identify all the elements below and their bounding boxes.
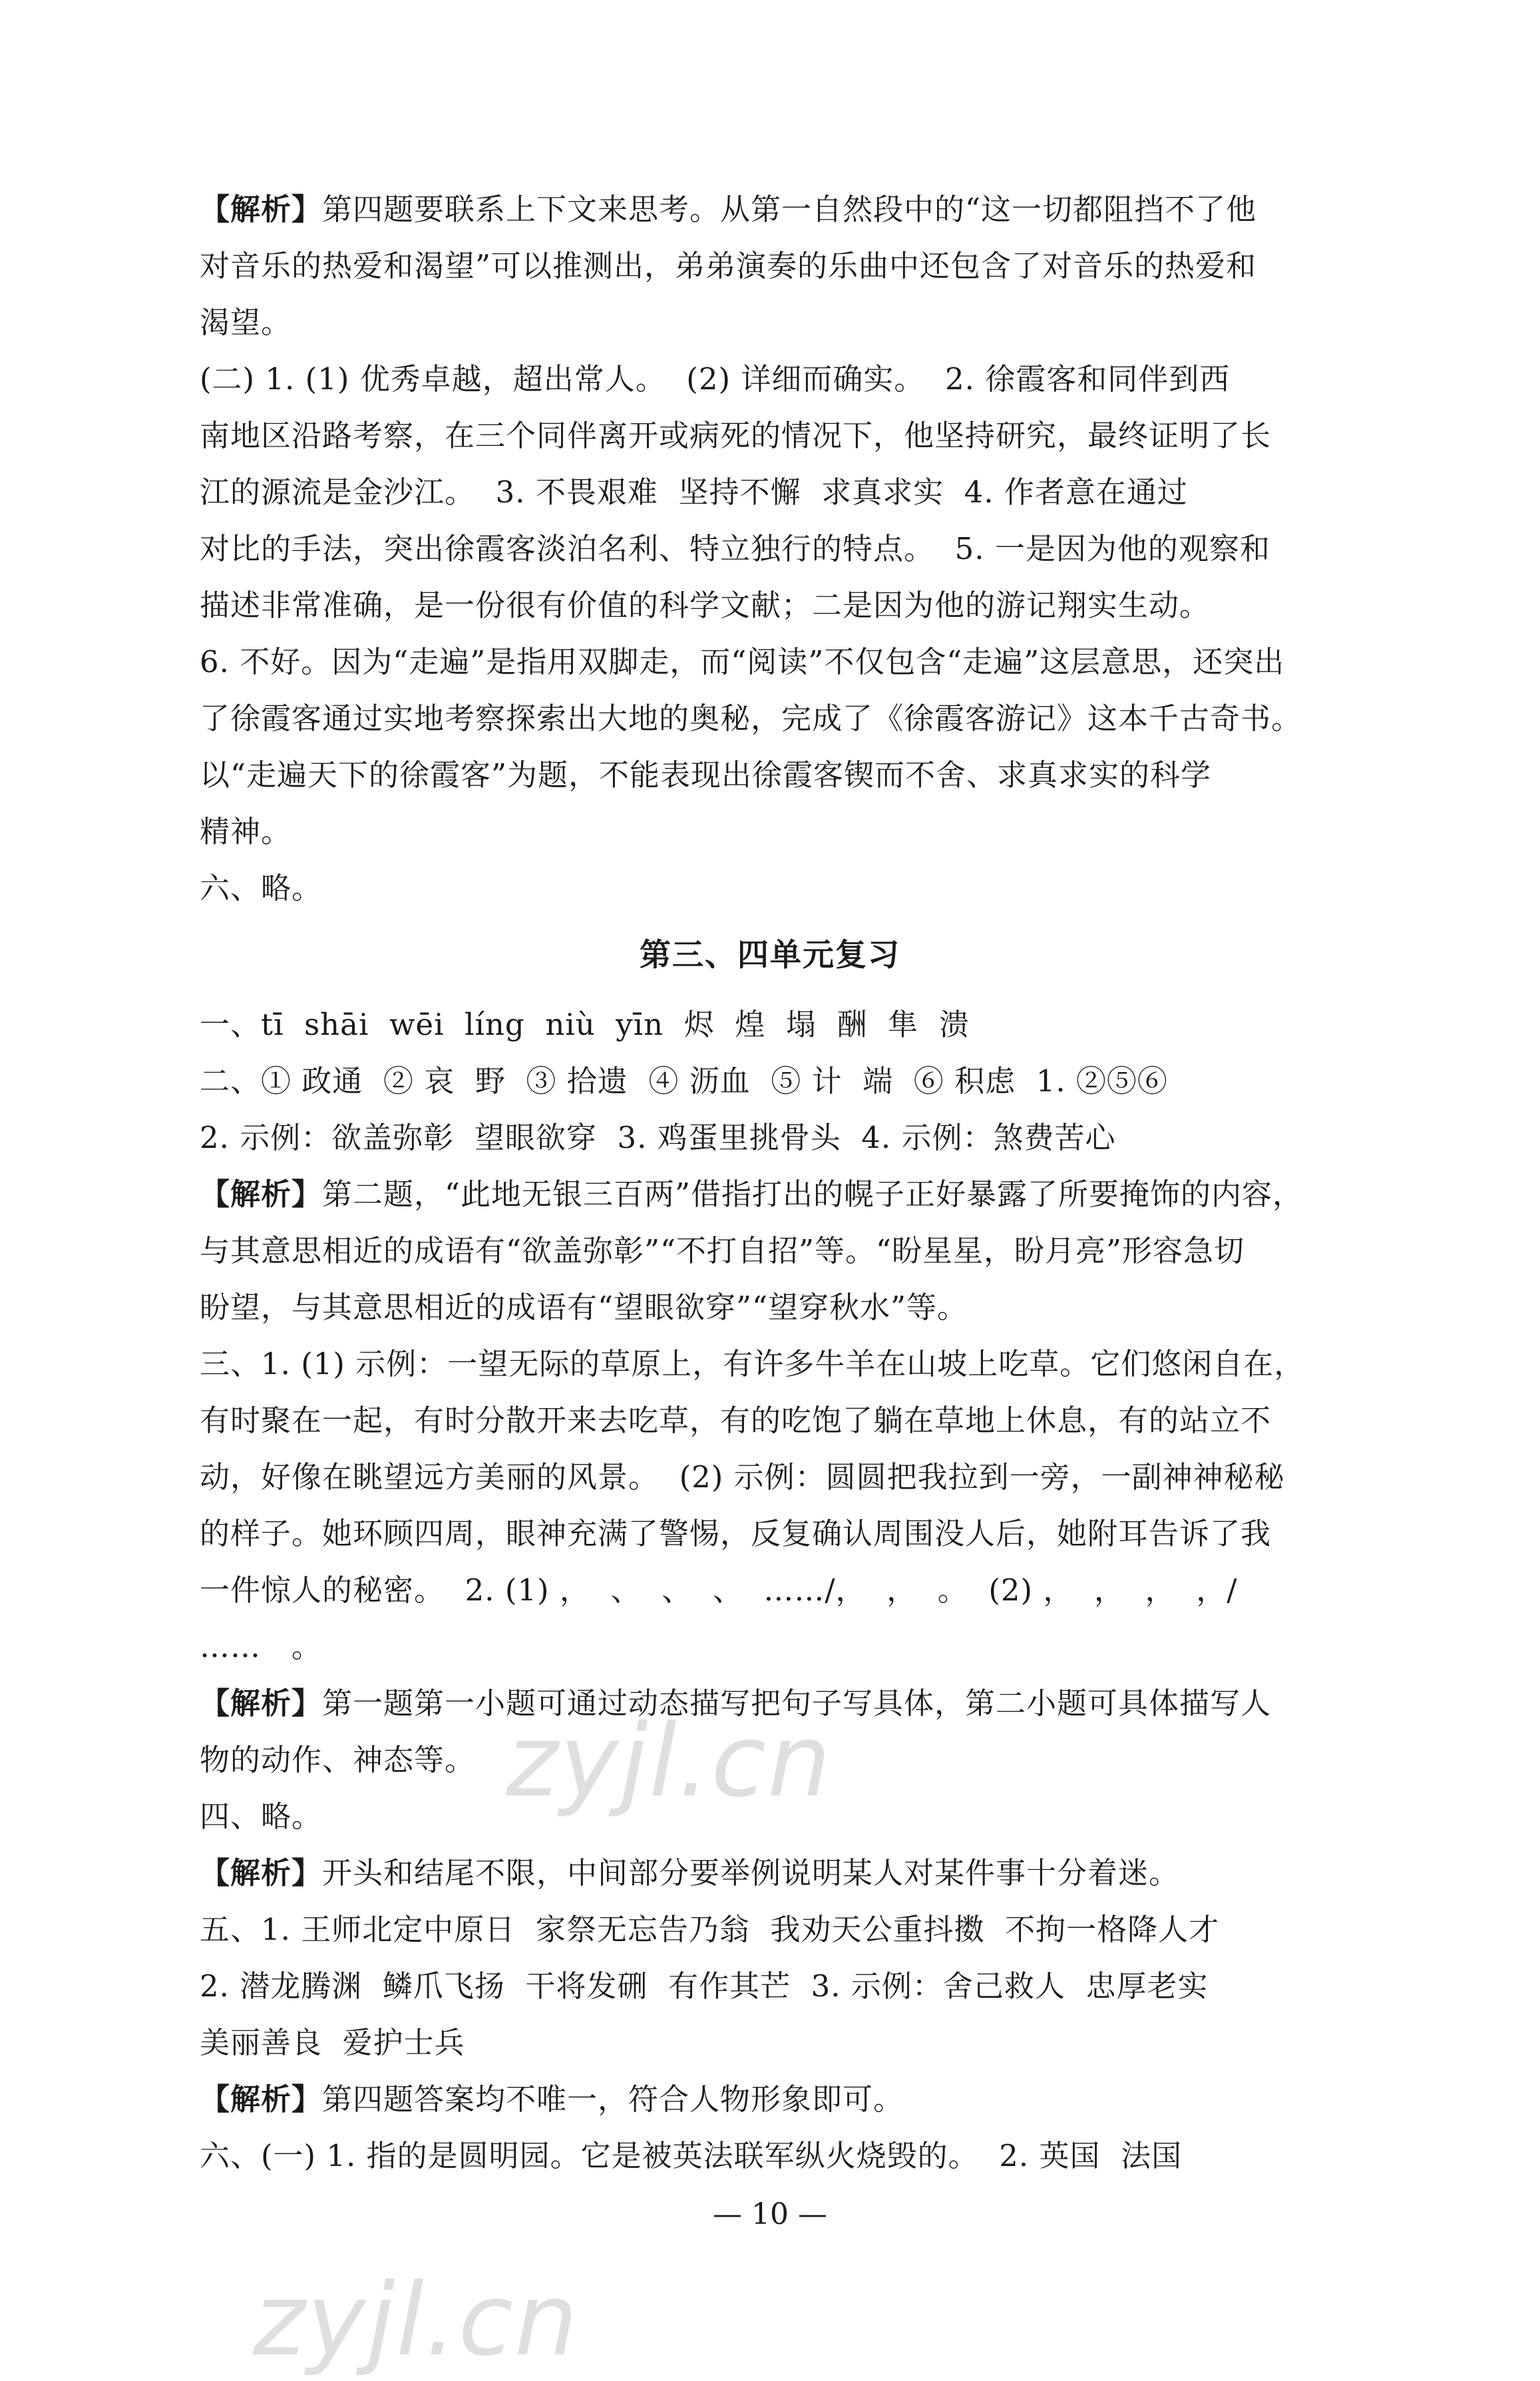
text-line: 美丽善良 爱护士兵 <box>200 2025 465 2060</box>
analysis-tag: 【解析】 <box>200 1855 323 1891</box>
analysis-tag: 【解析】 <box>200 2082 323 2117</box>
text-line: 动，好像在眺望远方美丽的风景。 (2) 示例：圆圆把我拉到一旁，一副神神秘秘 <box>200 1459 1285 1495</box>
pinyin-line: 一、tī shāi wēi líng niù yīn 烬 煌 塌 酬 隼 溃 <box>200 1007 970 1042</box>
text-line: 南地区沿路考察，在三个同伴离开或病死的情况下，他坚持研究，最终证明了长 <box>200 418 1272 453</box>
text-line: 有时聚在一起，有时分散开来去吃草，有的吃饱了躺在草地上休息，有的站立不 <box>200 1403 1272 1438</box>
analysis-line: 【解析】第一题第一小题可通过动态描写把句子写具体，第二小题可具体描写人 <box>200 1686 1272 1721</box>
text-line: 描述非常准确，是一份很有价值的科学文献；二是因为他的游记翔实生动。 <box>200 588 1211 623</box>
analysis-tag: 【解析】 <box>200 1686 323 1721</box>
text-line: 六、略。 <box>200 870 323 906</box>
text-line: 盼望，与其意思相近的成语有“望眼欲穿”“望穿秋水”等。 <box>200 1290 968 1325</box>
text-line: 精神。 <box>200 814 292 849</box>
answer-line: 2. 潜龙腾渊 鳞爪飞扬 干将发硎 有作其芒 3. 示例：舍己救人 忠厚老实 <box>200 1968 1209 2004</box>
answer-line: 五、1. 王师北定中原日 家祭无忘告乃翁 我劝天公重抖擞 不拘一格降人才 <box>200 1912 1220 1947</box>
analysis-tag: 【解析】 <box>200 192 323 227</box>
text-line: 了徐霞客通过实地考察探索出大地的奥秘，完成了《徐霞客游记》这本千古奇书。 <box>200 701 1302 736</box>
text-line: 6. 不好。因为“走遍”是指用双脚走，而“阅读”不仅包含“走遍”这层意思，还突出 <box>200 644 1285 679</box>
text-line: 对音乐的热爱和渴望”可以推测出，弟弟演奏的乐曲中还包含了对音乐的热爱和 <box>200 248 1257 283</box>
answer-line: 四、略。 <box>200 1799 323 1834</box>
text-line: 对比的手法，突出徐霞客淡泊名利、特立独行的特点。 5. 一是因为他的观察和 <box>200 531 1270 566</box>
analysis-line: 【解析】开头和结尾不限，中间部分要举例说明某人对某件事十分着迷。 <box>200 1855 1180 1891</box>
answer-line: (二) 1. (1) 优秀卓越，超出常人。 (2) 详细而确实。 2. 徐霞客和同伴到西 <box>200 361 1231 397</box>
text-line: 以“走遍天下的徐霞客”为题，不能表现出徐霞客锲而不舍、求真求实的科学 <box>200 757 1212 793</box>
text-line: 的样子。她环顾四周，眼神充满了警惕，反复确认周围没人后，她附耳告诉了我 <box>200 1516 1272 1551</box>
answer-line: 2. 示例：欲盖弥彰 望眼欲穿 3. 鸡蛋里挑骨头 4. 示例：煞费苦心 <box>200 1120 1116 1155</box>
page-number: — 10 — <box>713 2197 827 2231</box>
answer-line: 二、① 政通 ② 哀 野 ③ 拾遗 ④ 沥血 ⑤ 计 端 ⑥ 积虑 1. ②⑤⑥ <box>200 1063 1168 1099</box>
text-line: 物的动作、神态等。 <box>200 1742 476 1777</box>
watermark: zyjl.cn <box>253 2263 580 2378</box>
text-line: 江的源流是金沙江。 3. 不畏艰难 坚持不懈 求真求实 4. 作者意在通过 <box>200 474 1188 510</box>
section-heading: 第三、四单元复习 <box>640 937 900 974</box>
text-line: 渴望。 <box>200 305 292 340</box>
answer-line: 三、1. (1) 示例：一望无际的草原上，有许多牛羊在山坡上吃草。它们悠闲自在， <box>200 1346 1305 1381</box>
answer-line: 六、(一) 1. 指的是圆明园。它是被英法联军纵火烧毁的。 2. 英国 法国 <box>200 2138 1183 2173</box>
analysis-line: 【解析】第四题答案均不唯一，符合人物形象即可。 <box>200 2082 904 2117</box>
text-line: 与其意思相近的成语有“欲盖弥彰”“不打自招”等。“盼星星，盼月亮”形容急切 <box>200 1233 1245 1268</box>
text-line: 一件惊人的秘密。 2. (1) ， 、 、 、 ……/， ， 。 (2) ， ， ， ，/ <box>200 1572 1238 1608</box>
analysis-tag: 【解析】 <box>200 1177 323 1212</box>
analysis-line: 【解析】第四题要联系上下文来思考。从第一自然段中的“这一切都阻挡不了他 <box>200 192 1257 227</box>
analysis-line: 【解析】第二题，“此地无银三百两”借指打出的幌子正好暴露了所要掩饰的内容， <box>200 1177 1304 1212</box>
text-line: …… 。 <box>200 1629 322 1664</box>
watermark: zyjl.cn <box>506 1704 833 1819</box>
